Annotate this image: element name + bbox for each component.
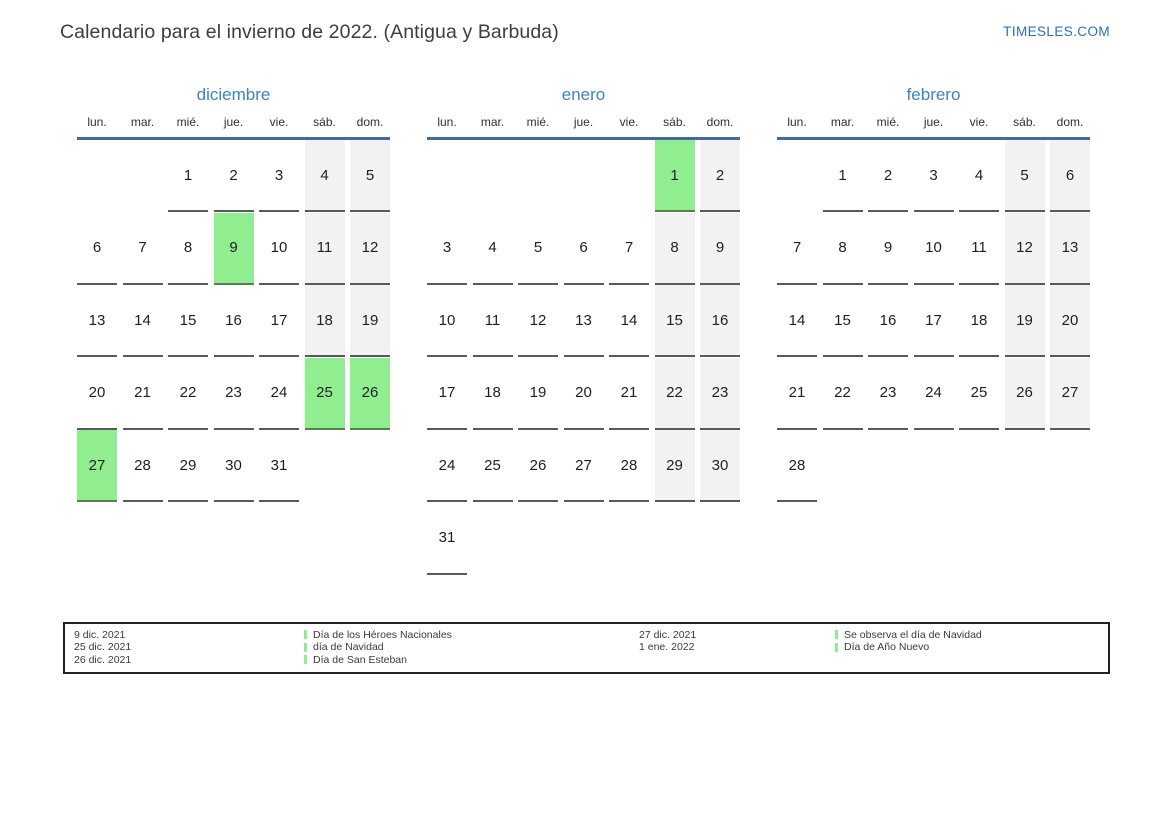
day-cell: 3: [259, 140, 299, 212]
day-cell: 1: [823, 140, 863, 212]
empty-cell: [564, 503, 604, 575]
empty-cell: [914, 430, 954, 502]
day-cell: 30: [214, 430, 254, 502]
legend-group: [639, 629, 982, 654]
weekday-label: jue.: [223, 115, 244, 129]
day-cell: 6: [1050, 140, 1090, 212]
legend-date: 9 dic. 2021: [74, 628, 126, 641]
day-cell: 7: [609, 213, 649, 285]
day-cell: 6: [77, 213, 117, 285]
legend-label: [304, 629, 639, 642]
legend-date: 25 dic. 2021: [74, 641, 132, 653]
day-cell: 8: [823, 213, 863, 285]
weekday-label: mié.: [176, 115, 200, 129]
legend-date: 27 dic. 2021: [639, 628, 697, 641]
day-cell: 23: [214, 358, 254, 430]
day-cell: 21: [123, 358, 163, 430]
day-cell: 9: [700, 213, 740, 285]
legend-labels-column: [304, 629, 639, 667]
empty-cell: [1005, 430, 1045, 502]
day-cell: 17: [914, 285, 954, 357]
empty-cell: [473, 140, 513, 212]
day-cell: 7: [777, 213, 817, 285]
month-diciembre: [77, 84, 390, 575]
weekday-label: sáb.: [313, 115, 336, 129]
day-cell: 10: [427, 285, 467, 357]
day-cell: 25: [305, 358, 345, 430]
day-cell: 22: [823, 358, 863, 430]
day-cell: 20: [1050, 285, 1090, 357]
month-name: enero: [561, 85, 606, 104]
legend-labels-column: [835, 629, 982, 654]
day-cell: 16: [214, 285, 254, 357]
day-cell: 27: [1050, 358, 1090, 430]
days-grid: [77, 140, 390, 502]
empty-cell: [427, 140, 467, 212]
empty-cell: [518, 140, 558, 212]
weekday-header-row: [77, 115, 390, 137]
legend-label-text: Se observa el día de Navidad: [844, 628, 982, 641]
weekday-label: mié.: [876, 115, 900, 129]
legend-label-text: Día de San Esteban: [313, 653, 407, 666]
month-name: febrero: [906, 85, 961, 104]
day-cell: 19: [518, 358, 558, 430]
day-cell: 10: [259, 213, 299, 285]
months-container: [77, 84, 1169, 575]
empty-cell: [823, 430, 863, 502]
day-cell: 13: [77, 285, 117, 357]
day-cell: 5: [1005, 140, 1045, 212]
day-cell: 20: [77, 358, 117, 430]
weekday-header-row: [777, 115, 1090, 137]
day-cell: 12: [1005, 213, 1045, 285]
day-cell: 12: [350, 213, 390, 285]
month-name: diciembre: [196, 85, 271, 104]
day-cell: 27: [564, 430, 604, 502]
empty-cell: [77, 140, 117, 212]
day-cell: 1: [168, 140, 208, 212]
days-grid: [427, 140, 740, 575]
day-cell: 14: [777, 285, 817, 357]
weekday-label: jue.: [573, 115, 594, 129]
day-cell: 25: [959, 358, 999, 430]
day-cell: 31: [259, 430, 299, 502]
day-cell: 23: [868, 358, 908, 430]
empty-cell: [473, 503, 513, 575]
legend-date: 26 dic. 2021: [74, 653, 132, 666]
day-cell: 3: [914, 140, 954, 212]
days-grid: [777, 140, 1090, 502]
day-cell: 31: [427, 503, 467, 575]
day-cell: 29: [655, 430, 695, 502]
day-cell: 24: [259, 358, 299, 430]
day-cell: 24: [427, 430, 467, 502]
weekday-label: sáb.: [663, 115, 686, 129]
legend-label: [835, 629, 982, 642]
holiday-marker-icon: [304, 643, 307, 652]
weekday-label: dom.: [1056, 115, 1084, 129]
empty-cell: [655, 503, 695, 575]
day-cell: 21: [609, 358, 649, 430]
day-cell: 1: [655, 140, 695, 212]
day-cell: 13: [1050, 213, 1090, 285]
empty-cell: [609, 503, 649, 575]
day-cell: 17: [259, 285, 299, 357]
legend-label: [304, 654, 639, 667]
weekday-label: lun.: [87, 115, 107, 129]
day-cell: 15: [655, 285, 695, 357]
day-cell: 4: [305, 140, 345, 212]
weekday-label: mar.: [480, 115, 505, 129]
holiday-marker-icon: [304, 655, 307, 664]
day-cell: 2: [214, 140, 254, 212]
day-cell: 11: [473, 285, 513, 357]
legend-label-text: Día de Año Nuevo: [844, 641, 930, 653]
day-cell: 20: [564, 358, 604, 430]
day-cell: 29: [168, 430, 208, 502]
weekday-label: dom.: [706, 115, 734, 129]
legend-dates-column: [74, 629, 304, 667]
day-cell: 10: [914, 213, 954, 285]
empty-cell: [305, 430, 345, 502]
legend-date: 1 ene. 2022: [639, 641, 695, 653]
day-cell: 18: [473, 358, 513, 430]
day-cell: 15: [823, 285, 863, 357]
empty-cell: [609, 140, 649, 212]
empty-cell: [564, 140, 604, 212]
weekday-label: mar.: [130, 115, 155, 129]
day-cell: 28: [609, 430, 649, 502]
weekday-label: mar.: [830, 115, 855, 129]
day-cell: 14: [609, 285, 649, 357]
brand-link[interactable]: TIMESLES.COM: [1003, 24, 1110, 39]
day-cell: 18: [305, 285, 345, 357]
holiday-marker-icon: [835, 643, 838, 652]
day-cell: 17: [427, 358, 467, 430]
day-cell: 2: [868, 140, 908, 212]
holiday-marker-icon: [304, 630, 307, 639]
legend-label: [835, 641, 982, 654]
empty-cell: [1050, 430, 1090, 502]
empty-cell: [959, 430, 999, 502]
day-cell: 7: [123, 213, 163, 285]
weekday-label: vie.: [269, 115, 289, 129]
legend-dates-column: [639, 629, 835, 654]
holiday-marker-icon: [835, 630, 838, 639]
day-cell: 16: [868, 285, 908, 357]
day-cell: 27: [77, 430, 117, 502]
day-cell: 4: [959, 140, 999, 212]
weekday-header-row: [427, 115, 740, 137]
weekday-label: lun.: [787, 115, 807, 129]
day-cell: 14: [123, 285, 163, 357]
page-header: [0, 0, 1169, 44]
legend-group: [74, 629, 639, 667]
empty-cell: [700, 503, 740, 575]
day-cell: 13: [564, 285, 604, 357]
day-cell: 26: [350, 358, 390, 430]
day-cell: 9: [214, 213, 254, 285]
day-cell: 16: [700, 285, 740, 357]
day-cell: 25: [473, 430, 513, 502]
weekday-label: vie.: [619, 115, 639, 129]
day-cell: 23: [700, 358, 740, 430]
legend-box: [63, 622, 1110, 675]
weekday-label: mié.: [526, 115, 550, 129]
day-cell: 8: [168, 213, 208, 285]
day-cell: 8: [655, 213, 695, 285]
day-cell: 21: [777, 358, 817, 430]
day-cell: 6: [564, 213, 604, 285]
day-cell: 30: [700, 430, 740, 502]
day-cell: 22: [168, 358, 208, 430]
month-febrero: [777, 84, 1090, 575]
empty-cell: [518, 503, 558, 575]
day-cell: 22: [655, 358, 695, 430]
day-cell: 3: [427, 213, 467, 285]
day-cell: 15: [168, 285, 208, 357]
day-cell: 4: [473, 213, 513, 285]
day-cell: 26: [518, 430, 558, 502]
day-cell: 28: [123, 430, 163, 502]
day-cell: 19: [1005, 285, 1045, 357]
weekday-label: sáb.: [1013, 115, 1036, 129]
day-cell: 5: [518, 213, 558, 285]
day-cell: 2: [700, 140, 740, 212]
day-cell: 9: [868, 213, 908, 285]
day-cell: 11: [305, 213, 345, 285]
day-cell: 12: [518, 285, 558, 357]
day-cell: 19: [350, 285, 390, 357]
weekday-label: jue.: [923, 115, 944, 129]
weekday-label: vie.: [969, 115, 989, 129]
empty-cell: [123, 140, 163, 212]
day-cell: 5: [350, 140, 390, 212]
page-title: Calendario para el invierno de 2022. (Antigua y Barbuda): [60, 21, 559, 43]
day-cell: 11: [959, 213, 999, 285]
empty-cell: [777, 140, 817, 212]
day-cell: 24: [914, 358, 954, 430]
month-enero: [427, 84, 740, 575]
day-cell: 26: [1005, 358, 1045, 430]
legend-label-text: Día de los Héroes Nacionales: [313, 628, 452, 641]
weekday-label: dom.: [356, 115, 384, 129]
legend-label: [304, 641, 639, 654]
legend-label-text: día de Navidad: [313, 641, 384, 653]
empty-cell: [350, 430, 390, 502]
day-cell: 18: [959, 285, 999, 357]
empty-cell: [868, 430, 908, 502]
weekday-label: lun.: [437, 115, 457, 129]
day-cell: 28: [777, 430, 817, 502]
